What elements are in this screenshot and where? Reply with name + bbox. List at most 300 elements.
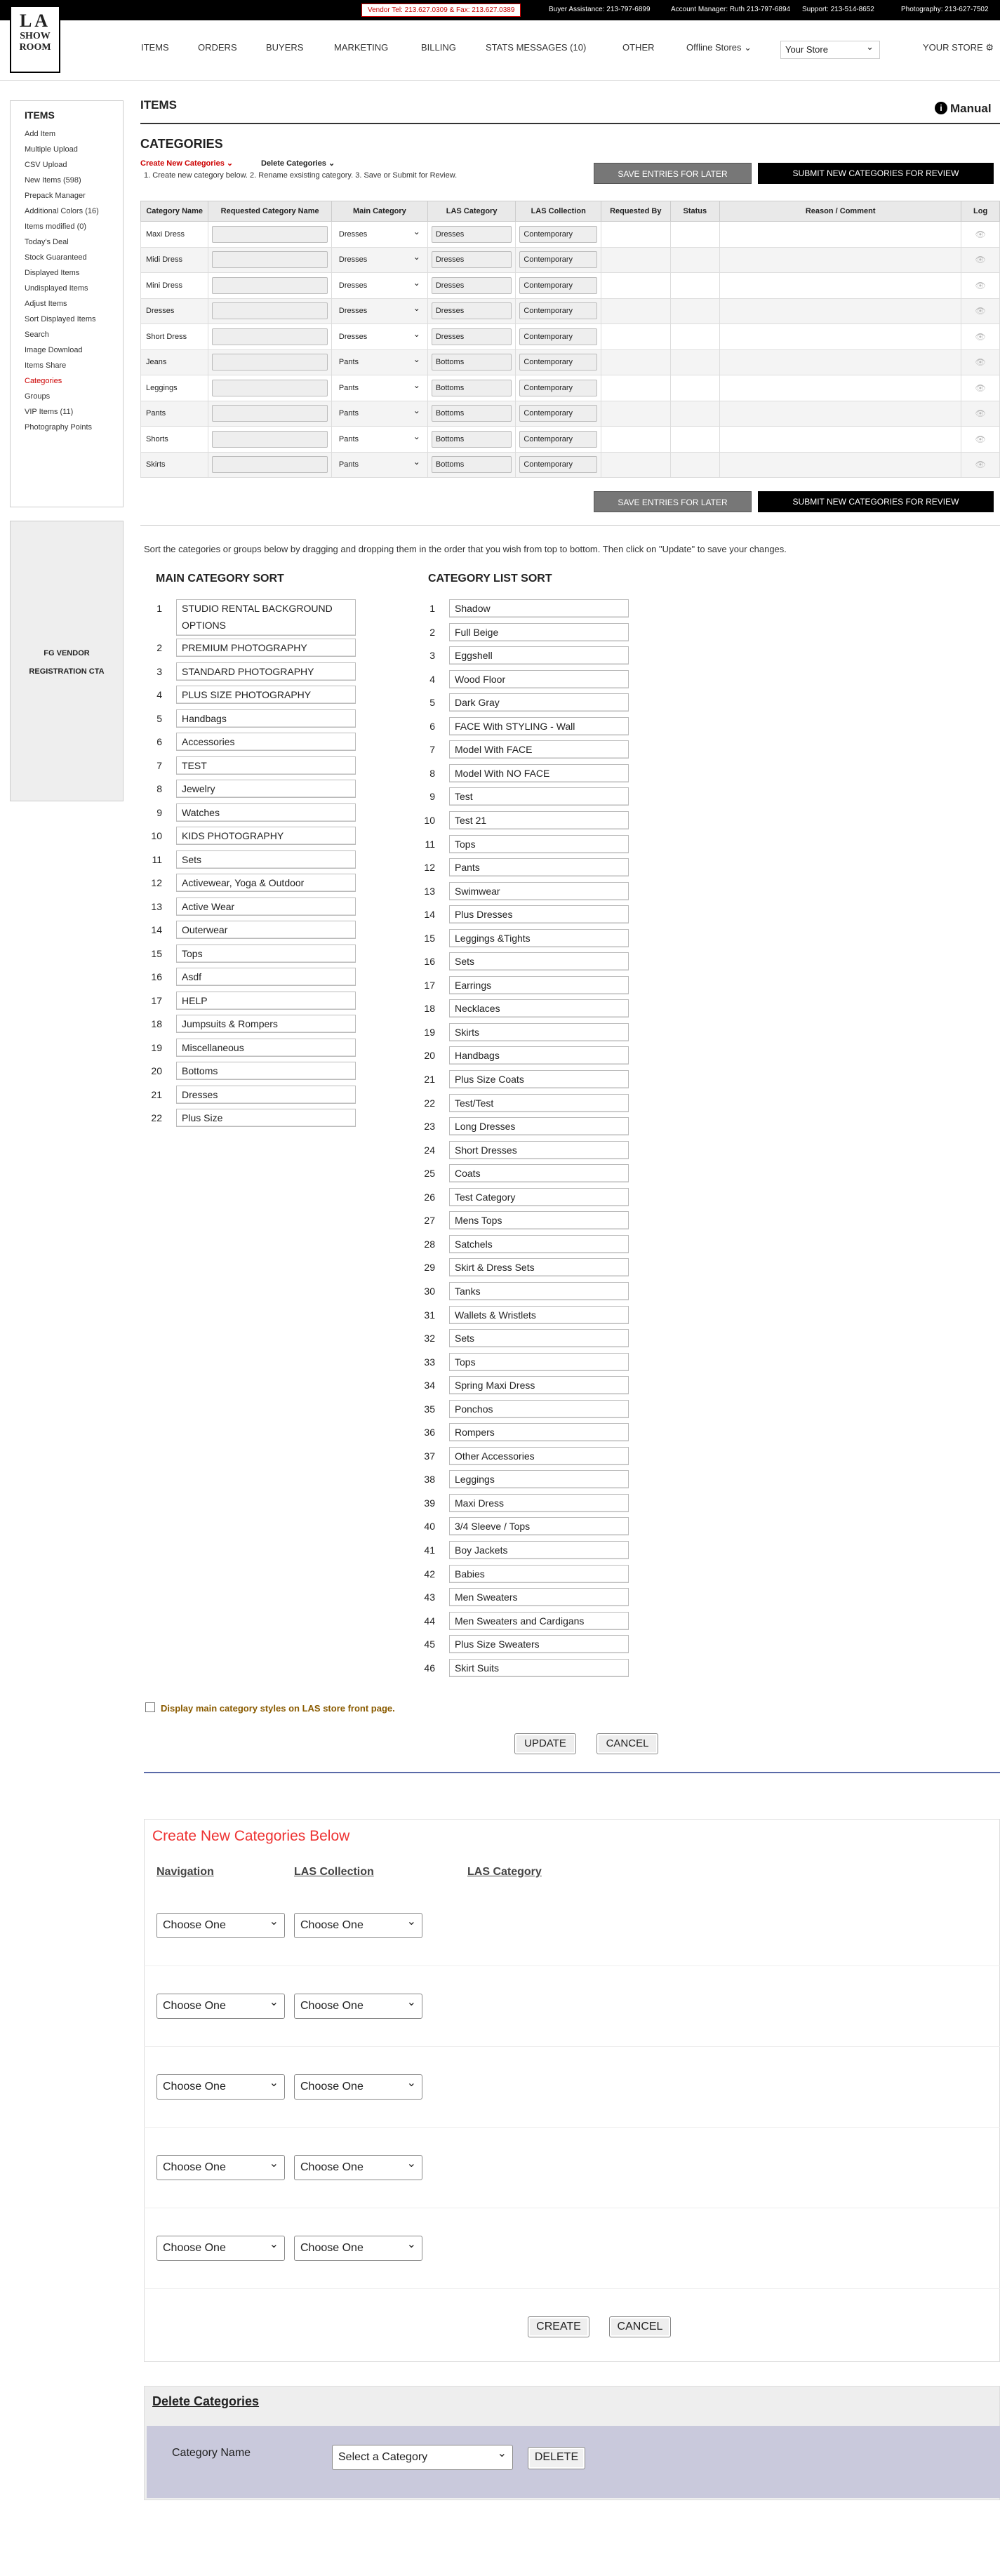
support-contact: Support: 213-514-8652 [802,6,874,13]
main-category-sort-item[interactable] [144,598,368,637]
sort-item-label: Ponchos [449,1400,629,1418]
save-entries-button-bottom[interactable]: SAVE ENTRIES FOR LATER [594,491,752,512]
category-list-sort-item[interactable] [417,786,641,807]
sidebar-item[interactable]: Items Share [25,361,67,370]
category-list-sort-item[interactable] [417,1469,641,1490]
main-category-sort-item[interactable] [144,778,368,799]
main-category-sort-item[interactable] [144,802,368,823]
reason-cell [720,247,961,273]
main-category-sort-item[interactable] [144,1084,368,1105]
log-eye-icon[interactable]: 👁 [961,247,1000,273]
sort-number: 10 [424,814,435,826]
main-category-sort-item[interactable] [144,896,368,917]
sidebar-item[interactable]: Sort Displayed Items [25,315,96,323]
main-category-sort-item[interactable] [144,919,368,940]
las-category-field: Dresses [432,302,512,319]
manual-link[interactable]: i Manual [935,102,992,116]
column-header: LAS Collection [516,201,601,222]
nav-marketing[interactable]: MARKETING [334,42,389,53]
category-list-sort-item[interactable] [417,1163,641,1184]
table-row [141,452,1000,478]
main-category-select[interactable]: Pants ⌄ [335,405,425,422]
sort-number: 42 [424,1568,435,1580]
column-header: Requested Category Name [208,201,332,222]
category-list-sort-item[interactable] [417,763,641,784]
main-category-select[interactable]: Dresses ⌄ [335,277,425,294]
column-header: LAS Category [427,201,515,222]
category-list-sort-item[interactable] [417,1281,641,1302]
la-showroom-logo[interactable]: LA SHOW ROOM [10,6,60,73]
requested-category-input[interactable] [212,354,328,371]
main-category-sort-item[interactable] [144,755,368,776]
nav-orders[interactable]: ORDERS [198,42,237,53]
reason-cell [720,222,961,248]
status-cell [670,247,720,273]
category-list-sort-item[interactable] [417,928,641,949]
reason-cell [720,427,961,453]
table-row [141,247,1000,273]
sidebar-item[interactable]: Displayed Items [25,269,80,277]
sort-item-label: Skirts [449,1023,629,1041]
category-list-sort-item[interactable] [417,1540,641,1561]
category-name: Maxi Dress [141,222,208,248]
category-list-sort-item[interactable] [417,1045,641,1066]
sort-item-label: Jumpsuits & Rompers [176,1015,356,1033]
sort-number: 25 [424,1168,435,1180]
sidebar-item[interactable]: VIP Items (11) [25,408,74,416]
main-category-sort-item[interactable] [144,943,368,964]
sort-number: 17 [151,994,162,1006]
status-cell [670,273,720,299]
las-collection-select[interactable]: Choose One ⌄ [294,1913,422,1938]
category-list-sort-item[interactable] [417,904,641,925]
log-eye-icon[interactable]: 👁 [961,324,1000,350]
sort-item-label: PREMIUM PHOTOGRAPHY [176,639,356,657]
sidebar-item[interactable]: Stock Guaranteed [25,253,87,262]
las-collection-field: Contemporary [519,277,597,294]
sidebar-item[interactable]: Image Download [25,346,83,354]
sort-item-label: Model With FACE [449,740,629,759]
sort-number: 35 [424,1403,435,1415]
requested-category-input[interactable] [212,405,328,422]
nav-your-store[interactable]: YOUR STORE ⚙ [923,42,994,53]
sort-number: 12 [424,862,435,874]
sort-item-label: Jewelry [176,780,356,798]
category-list-sort-item[interactable] [417,1587,641,1608]
nav-offline-stores[interactable]: Offline Stores ⌄ [686,42,752,53]
column-header: Main Category [331,201,427,222]
nav-stats-messages[interactable]: STATS MESSAGES (10) [486,42,587,53]
las-category-field: Bottoms [432,405,512,422]
main-category-sort-item[interactable] [144,990,368,1011]
las-category-field: Bottoms [432,431,512,448]
sort-number: 13 [424,885,435,897]
sort-item-label: Accessories [176,733,356,751]
requested-category-input[interactable] [212,302,328,319]
main-category-select[interactable]: Dresses ⌄ [335,251,425,268]
category-list-sort-item[interactable] [417,1446,641,1467]
status-cell [670,298,720,324]
sort-item-label: Men Sweaters [449,1588,629,1606]
column-header: Reason / Comment [720,201,961,222]
sort-number: 1 [429,603,435,614]
sidebar-item[interactable]: Search [25,331,49,339]
las-category-field: Bottoms [432,456,512,473]
sort-number: 2 [156,642,162,653]
navigation-select[interactable]: Choose One ⌄ [156,2236,285,2261]
table-row [141,273,1000,299]
sort-number: 27 [424,1215,435,1227]
log-eye-icon[interactable]: 👁 [961,349,1000,375]
sort-number: 6 [156,736,162,747]
cancel-create-button[interactable]: CANCEL [609,2316,671,2337]
sort-number: 21 [424,1074,435,1085]
requested-by-cell [601,452,670,478]
sort-number: 15 [151,947,162,959]
sort-item-label: Men Sweaters and Cardigans [449,1612,629,1630]
sort-item-label: Plus Size Coats [449,1070,629,1088]
las-collection-field: Contemporary [519,328,597,345]
category-list-sort-item[interactable] [417,1187,641,1208]
log-eye-icon[interactable]: 👁 [961,273,1000,299]
sort-item-label: Eggshell [449,646,629,665]
sort-number: 33 [424,1356,435,1368]
table-row [141,324,1000,350]
category-list-sort-item[interactable] [417,739,641,760]
sort-item-label: Sets [176,850,356,869]
las-collection-field: Contemporary [519,380,597,396]
requested-category-input[interactable] [212,380,328,396]
submit-categories-button-bottom[interactable]: SUBMIT NEW CATEGORIES FOR REVIEW [758,491,994,512]
sort-number: 34 [424,1380,435,1392]
sort-number: 3 [429,650,435,662]
sidebar-item[interactable]: New Items (598) [25,176,81,185]
nav-buyers[interactable]: BUYERS [266,42,304,53]
sort-number: 1 [156,603,162,614]
sort-number: 4 [429,673,435,685]
navigation-select[interactable]: Choose One ⌄ [156,1994,285,2019]
category-list-sort-item[interactable] [417,1140,641,1161]
category-list-sort-item[interactable] [417,881,641,902]
category-list-sort-item[interactable] [417,1610,641,1631]
main-category-select[interactable]: Pants ⌄ [335,456,425,473]
sort-item-label: Watches [176,803,356,822]
main-category-sort-item[interactable] [144,1013,368,1034]
main-category-select[interactable]: Pants ⌄ [335,431,425,448]
category-list-sort-item[interactable] [417,951,641,972]
main-category-sort-item[interactable] [144,1107,368,1128]
cancel-sort-button[interactable]: CANCEL [596,1733,658,1754]
sort-item-label: TEST [176,756,356,775]
update-button[interactable]: UPDATE [514,1733,576,1754]
category-list-sort-item[interactable] [417,716,641,737]
sort-item-label: Outerwear [176,921,356,939]
category-name: Mini Dress [141,273,208,299]
sort-number: 6 [429,720,435,732]
sidebar-item[interactable]: Groups [25,392,51,401]
category-list-sort-item[interactable] [417,857,641,878]
nav-billing[interactable]: BILLING [421,42,456,53]
category-name: Jeans [141,349,208,375]
main-category-sort-item[interactable] [144,731,368,752]
sort-item-label: Handbags [449,1046,629,1065]
save-entries-button[interactable]: SAVE ENTRIES FOR LATER [594,163,752,184]
category-list-sort-item[interactable] [417,1234,641,1255]
sort-item-label: Other Accessories [449,1447,629,1465]
sort-number: 18 [424,1003,435,1015]
navigation-select[interactable]: Choose One ⌄ [156,1913,285,1938]
sort-number: 16 [151,971,162,982]
requested-category-input[interactable] [212,277,328,294]
requested-category-input[interactable] [212,251,328,268]
sort-item-label: Spring Maxi Dress [449,1376,629,1394]
category-list-sort-item[interactable] [417,1634,641,1655]
table-row [141,298,1000,324]
sort-item-label: Plus Dresses [449,905,629,923]
sort-item-label: Bottoms [176,1062,356,1080]
category-list-sort-item[interactable] [417,1399,641,1420]
main-category-select[interactable]: Dresses ⌄ [335,226,425,243]
sort-number: 7 [429,744,435,756]
main-category-sort-item[interactable] [144,966,368,987]
sort-number: 14 [151,924,162,935]
sidebar-item[interactable]: Items modified (0) [25,222,87,231]
category-list-sort-item[interactable] [417,1657,641,1679]
sort-item-label: KIDS PHOTOGRAPHY [176,827,356,845]
sort-number: 12 [151,877,162,888]
category-list-sort-item[interactable] [417,1352,641,1373]
las-collection-select[interactable]: Choose One ⌄ [294,2236,422,2261]
category-list-sort-item[interactable] [417,622,641,643]
main-category-sort-item[interactable] [144,684,368,705]
sort-item-label: Tops [449,835,629,853]
requested-category-input[interactable] [212,328,328,345]
las-collection-field: Contemporary [519,226,597,243]
log-eye-icon[interactable]: 👁 [961,375,1000,401]
sort-number: 22 [151,1112,162,1123]
instructions: 1. Create new category below. 2. Rename exsisting category. 3. Save or Submit for Review. [144,171,458,180]
category-list-sort-item[interactable] [417,975,641,996]
sidebar-item[interactable]: Additional Colors (16) [25,207,99,215]
requested-by-cell [601,324,670,350]
sort-number: 39 [424,1497,435,1509]
requested-by-cell [601,247,670,273]
sort-item-label: Necklaces [449,999,629,1017]
main-category-sort-item[interactable] [144,708,368,729]
log-eye-icon[interactable]: 👁 [961,401,1000,427]
category-name: Dresses [141,298,208,324]
category-list-sort-item[interactable] [417,810,641,831]
status-cell [670,349,720,375]
category-list-sort-item[interactable] [417,998,641,1019]
header-divider [0,80,1000,81]
category-list-sort-item[interactable] [417,645,641,666]
sort-item-label: Plus Size Sweaters [449,1635,629,1653]
log-eye-icon[interactable]: 👁 [961,222,1000,248]
sort-item-label: Wood Floor [449,670,629,688]
sort-number: 11 [425,838,435,850]
las-category-header: LAS Category [467,1866,542,1878]
requested-by-cell [601,427,670,453]
las-collection-field: Contemporary [519,431,597,448]
main-category-sort-item[interactable] [144,849,368,870]
nav-other[interactable]: OTHER [622,42,655,53]
sort-number: 18 [151,1018,162,1029]
category-name: Shorts [141,427,208,453]
category-list-sort-item[interactable] [417,1093,641,1114]
las-collection-select[interactable]: Choose One ⌄ [294,2155,422,2180]
sort-number: 44 [424,1615,435,1627]
main-category-sort-item[interactable] [144,872,368,893]
category-name: Leggings [141,375,208,401]
navigation-select[interactable]: Choose One ⌄ [156,2155,285,2180]
your-store-select[interactable]: Your Store ⌄ [780,41,880,59]
sort-item-label: Boy Jackets [449,1541,629,1559]
sort-item-label: Coats [449,1164,629,1182]
sort-item-label: Dark Gray [449,693,629,712]
las-category-field: Dresses [432,251,512,268]
create-button[interactable]: CREATE [528,2316,589,2337]
category-list-sort-item[interactable] [417,1563,641,1584]
nav-items[interactable]: ITEMS [141,42,169,53]
sort-item-label: Test Category [449,1188,629,1206]
category-list-sort-title: CATEGORY LIST SORT [428,573,552,585]
category-list-sort-item[interactable] [417,1210,641,1231]
create-new-categories-link[interactable]: Create New Categories ⌄ [140,159,234,168]
main-category-sort-item[interactable] [144,637,368,658]
main-category-select[interactable]: Pants ⌄ [335,380,425,396]
sort-number: 29 [424,1262,435,1274]
las-collection-field: Contemporary [519,456,597,473]
sort-item-label: Earrings [449,976,629,994]
submit-categories-button[interactable]: SUBMIT NEW CATEGORIES FOR REVIEW [758,163,994,184]
table-row [141,427,1000,453]
category-name: Pants [141,401,208,427]
sort-number: 20 [424,1050,435,1062]
sort-number: 40 [424,1521,435,1533]
sort-number: 19 [151,1041,162,1053]
sidebar-item[interactable]: CSV Upload [25,161,67,169]
category-list-sort-item[interactable] [417,1304,641,1326]
las-collection-select[interactable]: Choose One ⌄ [294,2074,422,2100]
main-category-sort-item[interactable] [144,825,368,846]
category-list-sort-item[interactable] [417,1516,641,1537]
sort-item-label: 3/4 Sleeve / Tops [449,1517,629,1535]
category-list-sort-item[interactable] [417,1375,641,1396]
reason-cell [720,298,961,324]
column-header: Requested By [601,201,670,222]
sidebar-item[interactable]: Photography Points [25,423,93,432]
delete-categories-title: Delete Categories [152,2394,260,2408]
log-eye-icon[interactable]: 👁 [961,298,1000,324]
delete-button[interactable]: DELETE [528,2447,585,2469]
las-collection-select[interactable]: Choose One ⌄ [294,1994,422,2019]
category-list-sort-item[interactable] [417,1328,641,1349]
chevron-down-icon: ⌄ [226,159,234,168]
sort-item-label: Pants [449,858,629,876]
column-header: Category Name [141,201,208,222]
category-list-sort-item[interactable] [417,692,641,713]
main-category-select[interactable]: Dresses ⌄ [335,302,425,319]
chevron-down-icon: ⌄ [866,41,874,52]
main-category-select[interactable]: Pants ⌄ [335,354,425,371]
requested-category-input[interactable] [212,226,328,243]
sort-number: 20 [151,1065,162,1076]
category-list-sort-item[interactable] [417,1116,641,1137]
main-category-sort-item[interactable] [144,1037,368,1058]
category-list-sort-item[interactable] [417,1422,641,1443]
sort-number: 31 [424,1309,435,1321]
display-main-category-checkbox[interactable] [145,1702,155,1712]
photography-contact: Photography: 213-627-7502 [901,6,989,13]
sort-number: 17 [424,979,435,991]
sidebar-item[interactable]: Undisplayed Items [25,284,88,293]
sort-number: 37 [424,1450,435,1462]
category-list-sort-item[interactable] [417,1069,641,1090]
sidebar-item[interactable]: Add Item [25,130,56,138]
sort-item-label: PLUS SIZE PHOTOGRAPHY [176,686,356,704]
sort-item-label: Tanks [449,1282,629,1300]
column-header: Status [670,201,720,222]
table-row [141,349,1000,375]
sort-number: 22 [424,1097,435,1109]
categories-table [140,201,1000,478]
category-list-sort-item[interactable] [417,1493,641,1514]
status-cell [670,452,720,478]
log-eye-icon[interactable]: 👁 [961,452,1000,478]
fg-vendor-registration-cta[interactable]: FG VENDOR REGISTRATION CTA [10,521,124,801]
log-eye-icon[interactable]: 👁 [961,427,1000,453]
sort-number: 26 [424,1191,435,1203]
las-collection-field: Contemporary [519,302,597,319]
category-list-sort-item[interactable] [417,598,641,619]
display-main-category-label: Display main category styles on LAS store front page. [161,1703,395,1714]
sort-item-label: Full Beige [449,623,629,641]
sort-item-label: Handbags [176,709,356,728]
sort-number: 36 [424,1427,435,1439]
category-name: Skirts [141,452,208,478]
requested-category-input[interactable] [212,431,328,448]
sidebar-item[interactable]: Categories [25,377,62,385]
las-category-field: Dresses [432,226,512,243]
sort-item-label: Test/Test [449,1094,629,1112]
main-category-select[interactable]: Dresses ⌄ [335,328,425,345]
sidebar-item[interactable]: Today's Deal [25,238,69,246]
sort-item-label: Dresses [176,1086,356,1104]
sidebar-item[interactable]: Multiple Upload [25,145,78,154]
create-categories-title: Create New Categories Below [152,1828,350,1844]
delete-categories-link[interactable]: Delete Categories ⌄ [261,159,335,168]
navigation-select[interactable]: Choose One ⌄ [156,2074,285,2100]
sort-item-label: Satchels [449,1235,629,1253]
main-category-sort-item[interactable] [144,1060,368,1081]
main-category-sort-item[interactable] [144,661,368,682]
category-list-sort-item[interactable] [417,834,641,855]
select-category-dropdown[interactable]: Select a Category ⌄ [332,2445,513,2470]
sidebar-item[interactable]: Adjust Items [25,300,67,308]
sort-item-label: Rompers [449,1423,629,1441]
category-list-sort-item[interactable] [417,669,641,690]
requested-category-input[interactable] [212,456,328,473]
sidebar-item[interactable]: Prepack Manager [25,192,86,200]
sort-item-label: Skirt & Dress Sets [449,1258,629,1276]
sort-number: 9 [156,806,162,818]
category-name-label: Category Name [172,2447,251,2459]
category-list-sort-item[interactable] [417,1257,641,1278]
sort-item-label: Tops [449,1353,629,1371]
sort-number: 8 [429,767,435,779]
category-list-sort-item[interactable] [417,1022,641,1043]
